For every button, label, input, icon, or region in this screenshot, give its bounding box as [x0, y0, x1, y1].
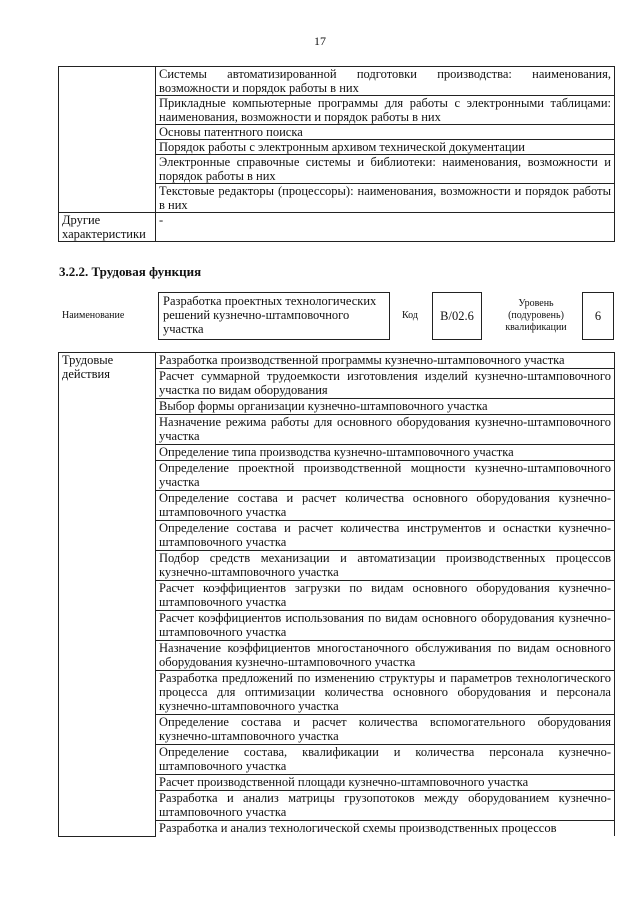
- table-row: [59, 353, 615, 369]
- knowledge-table: [58, 66, 615, 242]
- function-header: [58, 292, 614, 342]
- table-row: [59, 67, 615, 96]
- labor-action-item: Определение типа производства кузнечно-штамповочного участка: [156, 445, 615, 461]
- labor-action-item: Разработка и анализ матрицы грузопотоков между оборудованием кузнечно-штамповочного участка: [156, 791, 615, 821]
- level-label: Уровень (подуровень) квалификации: [505, 298, 567, 333]
- knowledge-item: Порядок работы с электронным архивом технической документации: [156, 140, 615, 155]
- other-value: -: [156, 213, 615, 242]
- labor-action-item: Выбор формы организации кузнечно-штамповочного участка: [156, 399, 615, 415]
- labor-action-item: Определение состава и расчет количества вспомогательного оборудования кузнечно-штамповочного участка: [156, 715, 615, 745]
- labor-action-item: Расчет коэффициентов загрузки по видам основного оборудования кузнечно-штамповочного участка: [156, 581, 615, 611]
- row-label: Трудовые действия: [59, 353, 156, 837]
- labor-action-item: Разработка предложений по изменению структуры и параметров технологического процесса для оптимизации количества основного оборудования и персонала кузнечно-штамповочного участка: [156, 671, 615, 715]
- labor-action-item: Назначение режима работы для основного оборудования кузнечно-штамповочного участка: [156, 415, 615, 445]
- empty-cell: [59, 67, 156, 213]
- code-value: B/02.6: [432, 292, 482, 340]
- labor-action-item: Определение состава, квалификации и количества персонала кузнечно-штамповочного участка: [156, 745, 615, 775]
- labor-action-item: Расчет суммарной трудоемкости изготовления изделий кузнечно-штамповочного участка по видам оборудования: [156, 369, 615, 399]
- labor-action-item: Определение состава и расчет количества инструментов и оснастки кузнечно-штамповочного участка: [156, 521, 615, 551]
- labor-action-item: Расчет коэффициентов использования по видам основного оборудования кузнечно-штамповочного участка: [156, 611, 615, 641]
- knowledge-item: Прикладные компьютерные программы для работы с электронными таблицами: наименования, возможности и порядок работы в них: [156, 96, 615, 125]
- name-value: Разработка проектных технологических решений кузнечно-штамповочного участка: [158, 292, 390, 340]
- knowledge-item: Текстовые редакторы (процессоры): наименования, возможности и порядок работы в них: [156, 184, 615, 213]
- knowledge-item: Основы патентного поиска: [156, 125, 615, 140]
- labor-action-item: Разработка производственной программы кузнечно-штамповочного участка: [156, 353, 615, 369]
- section-heading: 3.2.2. Трудовая функция: [59, 264, 202, 279]
- name-label: Наименование: [62, 310, 125, 321]
- row-label: Другие характеристики: [59, 213, 156, 242]
- page-number: 17: [314, 34, 326, 48]
- labor-action-item: Определение проектной производственной мощности кузнечно-штамповочного участка: [156, 461, 615, 491]
- labor-action-item: Подбор средств механизации и автоматизации производственных процессов кузнечно-штамповочного участка: [156, 551, 615, 581]
- level-value: 6: [582, 292, 614, 340]
- table-row: [59, 213, 615, 242]
- labor-action-item: Назначение коэффициентов многостаночного обслуживания по видам основного оборудования кузнечно-штамповочного участка: [156, 641, 615, 671]
- knowledge-item: Системы автоматизированной подготовки производства: наименования, возможности и порядок работы в них: [156, 67, 615, 96]
- labor-actions-table: [58, 352, 615, 837]
- labor-action-item: Расчет производственной площади кузнечно-штамповочного участка: [156, 775, 615, 791]
- knowledge-item: Электронные справочные системы и библиотеки: наименования, возможности и порядок работы в них: [156, 155, 615, 184]
- labor-action-item: Определение состава и расчет количества основного оборудования кузнечно-штамповочного участка: [156, 491, 615, 521]
- labor-action-item: Разработка и анализ технологической схемы производственных процессов: [156, 821, 615, 837]
- code-label: Код: [402, 310, 418, 321]
